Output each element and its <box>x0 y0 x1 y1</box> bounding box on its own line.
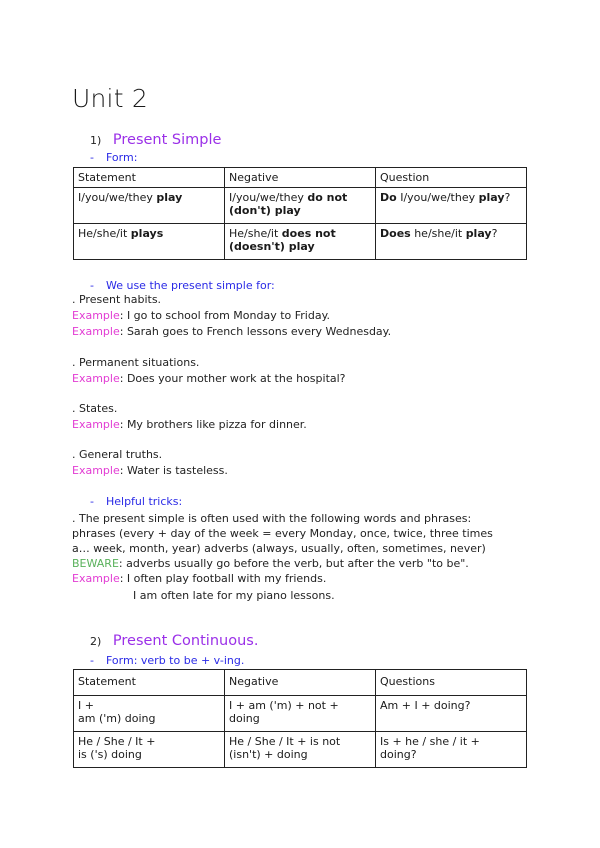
uses-subheading <box>90 279 275 292</box>
tricks-line: . The present simple is often used with the following words and phrases: <box>72 512 472 525</box>
header-cell: Negative <box>225 168 376 188</box>
tricks-label: Helpful tricks: <box>105 495 183 508</box>
table-row <box>74 188 527 224</box>
table-row <box>74 224 527 260</box>
table-cell: He/she/it does not (doesn't) play <box>225 224 376 260</box>
table-cell: I/you/we/they play <box>74 188 225 224</box>
tricks-subheading <box>90 495 182 508</box>
table-cell: Is + he / she / it + doing? <box>376 732 527 768</box>
table-cell: He / She / It + is not (isn't) + doing <box>225 732 376 768</box>
form-subheading <box>90 151 137 164</box>
header-cell: Questions <box>376 670 527 696</box>
form-label: Form: verb to be + v-ing. <box>105 654 245 667</box>
use-heading: . Present habits. <box>72 293 162 306</box>
section-number: 2) <box>90 635 102 648</box>
bullet-dash: - <box>90 654 94 667</box>
beware-line: BEWARE: adverbs usually go before the verb, but after the verb "to be". <box>72 557 469 570</box>
table-cell: Am + I + doing? <box>376 696 527 732</box>
example-line: Example: Does your mother work at the hospital? <box>72 372 346 385</box>
use-heading: . General truths. <box>72 448 163 461</box>
section-heading-present-continuous <box>90 633 258 649</box>
bullet-dash: - <box>90 495 94 508</box>
tricks-line: a… week, month, year) adverbs (always, usually, often, sometimes, never) <box>72 542 486 555</box>
page-title: Unit 2 <box>72 84 148 113</box>
example-line: Example: Sarah goes to French lessons every Wednesday. <box>72 325 392 338</box>
section-title: Present Simple <box>112 132 222 148</box>
table-header-row <box>74 670 527 696</box>
table-header-row <box>74 168 527 188</box>
header-cell: Negative <box>225 670 376 696</box>
table-cell: He / She / It + is ('s) doing <box>74 732 225 768</box>
table-row <box>74 696 527 732</box>
example-line: Example: Water is tasteless. <box>72 464 228 477</box>
header-cell: Statement <box>74 670 225 696</box>
form-label: Form: <box>105 151 138 164</box>
table-cell: He/she/it plays <box>74 224 225 260</box>
section-number: 1) <box>90 134 102 147</box>
table-cell: I + am ('m) + not + doing <box>225 696 376 732</box>
example-line: Example: I go to school from Monday to Friday. <box>72 309 331 322</box>
section-heading-present-simple <box>90 132 221 148</box>
use-heading: . Permanent situations. <box>72 356 200 369</box>
present-continuous-table <box>73 669 527 768</box>
bullet-dash: - <box>90 151 94 164</box>
use-heading: . States. <box>72 402 118 415</box>
example-line: Example: I often play football with my friends. <box>72 572 327 585</box>
form-subheading <box>90 654 244 667</box>
uses-label: We use the present simple for: <box>105 279 275 292</box>
table-row <box>74 732 527 768</box>
example-line: I am often late for my piano lessons. <box>133 589 335 602</box>
section-title: Present Continuous. <box>112 633 259 649</box>
header-cell: Question <box>376 168 527 188</box>
table-cell: Do I/you/we/they play? <box>376 188 527 224</box>
table-cell: Does he/she/it play? <box>376 224 527 260</box>
table-cell: I/you/we/they do not (don't) play <box>225 188 376 224</box>
table-cell: I + am ('m) doing <box>74 696 225 732</box>
bullet-dash: - <box>90 279 94 292</box>
header-cell: Statement <box>74 168 225 188</box>
tricks-line: phrases (every + day of the week = every Monday, once, twice, three times <box>72 527 493 540</box>
example-line: Example: My brothers like pizza for dinner. <box>72 418 307 431</box>
present-simple-table <box>73 167 527 260</box>
